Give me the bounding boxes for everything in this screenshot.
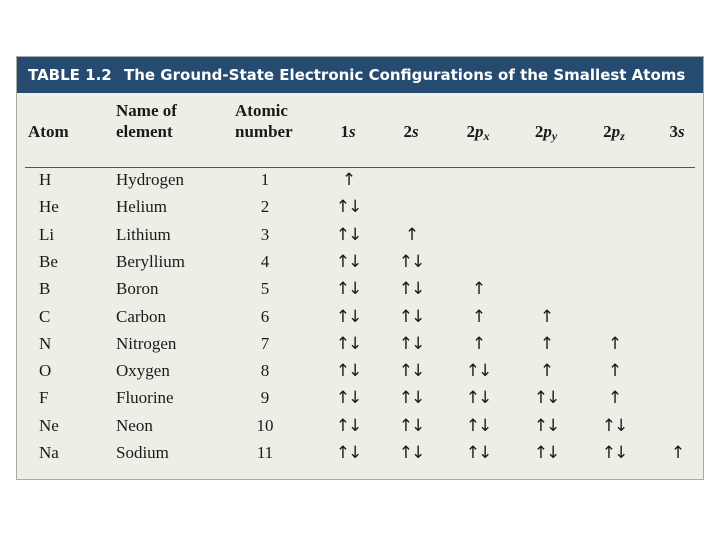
element-name: Nitrogen <box>116 333 177 353</box>
atom-symbol: Ne <box>39 415 59 435</box>
orbital-arrow: ↑↓ <box>533 388 559 409</box>
orbital-arrow: ↑↓ <box>398 443 424 463</box>
atomic-number: 4 <box>260 251 270 271</box>
element-name: Sodium <box>116 443 169 462</box>
orbital-arrow: ↑ <box>607 361 621 382</box>
orbital-arrow: ↑↓ <box>465 361 491 382</box>
configuration-table <box>16 56 704 480</box>
element-name: Oxygen <box>116 361 170 381</box>
orbital-arrow: ↑↓ <box>533 443 559 463</box>
orbital-arrow: ↑ <box>539 306 553 327</box>
orbital-arrow: ↑ <box>404 224 418 245</box>
atomic-number: 8 <box>260 361 270 381</box>
orbital-arrow: ↑↓ <box>335 197 361 218</box>
orbital-arrow: ↑↓ <box>465 388 491 409</box>
header-orbital: $2p_y$ <box>534 122 558 143</box>
atom-symbol: F <box>39 388 49 408</box>
header-name-line2: element <box>116 122 173 141</box>
element-name: Lithium <box>116 224 171 244</box>
header-orbital: $2p_z$ <box>603 122 625 143</box>
orbital-arrow: ↑↓ <box>335 306 361 327</box>
element-name: Beryllium <box>116 251 185 271</box>
table-title: The Ground-State Electronic Configurations of the Smallest Atoms <box>124 66 686 84</box>
header-orbital: 1s <box>340 122 356 141</box>
orbital-arrow: ↑ <box>607 333 621 354</box>
element-name: Carbon <box>116 306 167 326</box>
orbital-arrow: ↑↓ <box>335 251 361 272</box>
orbital-arrow: ↑ <box>539 333 553 354</box>
orbital-arrow: ↑↓ <box>335 361 361 382</box>
orbital-arrow: ↑↓ <box>398 333 424 354</box>
element-name: Hydrogen <box>116 170 184 189</box>
orbital-arrow: ↑↓ <box>335 415 361 436</box>
header-number-line2: number <box>235 122 293 141</box>
atomic-number: 1 <box>260 170 270 189</box>
atomic-number: 11 <box>256 443 274 462</box>
orbital-arrow: ↑↓ <box>335 279 361 300</box>
orbital-arrow: ↑↓ <box>601 443 627 463</box>
header-divider <box>25 167 695 168</box>
orbital-arrow: ↑↓ <box>335 443 361 463</box>
atom-symbol: N <box>39 333 52 353</box>
atomic-number: 9 <box>260 388 270 408</box>
orbital-arrow: ↑↓ <box>398 251 424 272</box>
header-orbital: $2p_x$ <box>466 122 490 143</box>
atom-symbol: O <box>39 361 52 381</box>
atom-symbol: Be <box>39 251 58 271</box>
header-orbital: 3s <box>669 122 685 141</box>
element-name: Neon <box>116 415 153 435</box>
header-number-line1: Atomic <box>235 101 288 120</box>
atomic-number: 10 <box>256 415 274 435</box>
atom-symbol: He <box>39 197 59 217</box>
orbital-arrow: ↑↓ <box>465 415 491 436</box>
orbital-arrow: ↑↓ <box>601 415 627 436</box>
orbital-arrow: ↑↓ <box>335 388 361 409</box>
atomic-number: 2 <box>260 197 270 217</box>
atomic-number: 3 <box>260 224 270 244</box>
header-name-line1: Name of <box>116 101 177 120</box>
atomic-number: 6 <box>260 306 270 326</box>
orbital-arrow: ↑ <box>471 333 485 354</box>
orbital-arrow: ↑↓ <box>398 306 424 327</box>
orbital-arrow: ↑↓ <box>533 415 559 436</box>
element-name: Helium <box>116 197 167 217</box>
orbital-arrow: ↑↓ <box>335 224 361 245</box>
table-title-bar <box>17 57 703 93</box>
atom-symbol: C <box>39 306 51 326</box>
atom-symbol: Li <box>39 224 55 244</box>
table-number: TABLE 1.2 <box>28 66 112 84</box>
orbital-arrow: ↑↓ <box>465 443 491 463</box>
atom-symbol: Na <box>39 443 59 462</box>
element-name: Fluorine <box>116 388 174 408</box>
orbital-arrow: ↑↓ <box>398 279 424 300</box>
header-orbital: 2s <box>403 122 419 141</box>
header-atom: Atom <box>28 122 69 141</box>
orbital-arrow: ↑↓ <box>398 388 424 409</box>
orbital-arrow: ↑ <box>670 443 684 463</box>
orbital-arrow: ↑↓ <box>335 333 361 354</box>
orbital-arrow: ↑↓ <box>398 415 424 436</box>
atomic-number: 5 <box>260 279 270 299</box>
orbital-arrow: ↑ <box>607 388 621 409</box>
orbital-arrow: ↑ <box>471 306 485 327</box>
atomic-number: 7 <box>260 333 270 353</box>
orbital-arrow: ↑ <box>341 170 355 190</box>
orbital-arrow: ↑ <box>539 361 553 382</box>
atom-symbol: B <box>39 279 51 299</box>
orbital-arrow: ↑↓ <box>398 361 424 382</box>
element-name: Boron <box>116 279 159 299</box>
atom-symbol: H <box>39 170 52 189</box>
orbital-arrow: ↑ <box>471 279 485 300</box>
